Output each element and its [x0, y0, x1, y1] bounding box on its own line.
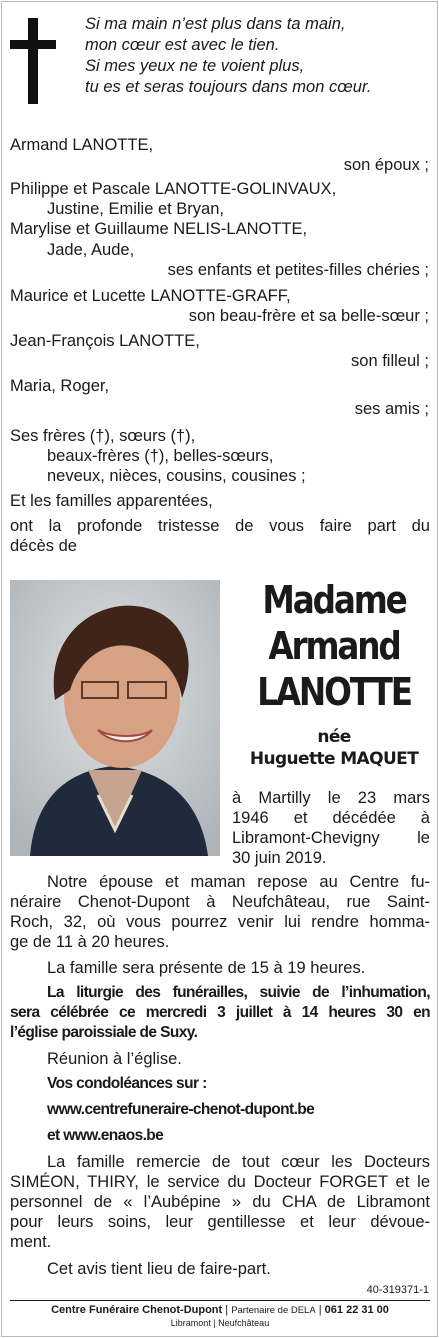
family-relation: ses amis ;	[354, 400, 429, 418]
family-line: Justine, Emilie et Bryan,	[47, 200, 224, 218]
family-line: Maurice et Lucette LANOTTE-GRAFF,	[10, 287, 291, 305]
thanks-line: SIMÉON, THIRY, le service du Docteur FORGET et le	[10, 1173, 430, 1191]
body-line: Réunion à l’église.	[47, 1050, 182, 1068]
thanks-line: personnel de « l’Aubépine » du CHA de Libramont	[10, 1193, 430, 1211]
bio-line: 30 juin 2019.	[232, 849, 327, 867]
family-line: Marylise et Guillaume NELIS-LANOTTE,	[10, 220, 308, 238]
family-line: Jean-François LANOTTE,	[10, 332, 200, 350]
funeral-line: La liturgie des funérailles, suivie de l’inhumation,	[47, 984, 430, 1001]
family-line: Maria, Roger,	[10, 377, 110, 395]
body-line: Roch, 32, où vous pourrez venir lui rendre homma-	[10, 913, 430, 931]
deceased-title: Madame	[262, 578, 406, 622]
body-line: La famille sera présente de 15 à 19 heures.	[47, 959, 366, 977]
family-relation: son beau-frère et sa belle-sœur ;	[188, 307, 429, 325]
cross-icon	[10, 18, 56, 104]
family-line: Philippe et Pascale LANOTTE-GOLINVAUX,	[10, 180, 337, 198]
announcement-line: ont la profonde tristesse de vous faire part du	[10, 517, 430, 535]
bio-line: à Martilly le 23 mars	[232, 789, 430, 807]
poem-line: Si mes yeux ne te voient plus,	[85, 57, 305, 75]
nee-label: née	[317, 727, 351, 747]
thanks-line: pour leurs soins, leur gentillesse et leur dévoue-	[10, 1213, 430, 1231]
bio-line: 1946 et décédée à	[232, 809, 430, 827]
announcement-line: décès de	[10, 537, 77, 555]
family-line: Et les familles apparentées,	[10, 492, 213, 510]
family-line: Jade, Aude,	[47, 241, 135, 259]
funeral-line: sera célébrée ce mercredi 3 juillet à 14 heures 30 en	[10, 1004, 430, 1021]
poem-line: mon cœur est avec le tien.	[85, 36, 280, 54]
phone-number: 061 22 31 00	[324, 1304, 389, 1316]
family-relation: son époux ;	[343, 156, 429, 174]
thanks-line: ment.	[10, 1233, 52, 1251]
bio-line: Libramont-Chevigny le	[232, 829, 430, 847]
condolences-label: Vos condoléances sur :	[47, 1075, 207, 1092]
poem	[85, 14, 371, 98]
reference-number: 40-319371-1	[366, 1284, 429, 1296]
body-line: ge de 11 à 20 heures.	[10, 933, 170, 951]
deceased-last-name: LANOTTE	[257, 670, 411, 714]
footer-rule	[10, 1300, 430, 1301]
footer-separator: |	[318, 1304, 322, 1316]
body-line: Notre épouse et maman repose au Centre fu-	[47, 873, 430, 891]
footer-separator: |	[225, 1304, 229, 1316]
family-relation: ses enfants et petites-filles chéries ;	[167, 261, 429, 279]
funeral-line: l’église paroissiale de Suxy.	[10, 1024, 198, 1041]
footer	[10, 1303, 430, 1318]
poem-line: Si ma main n’est plus dans ta main,	[85, 15, 346, 33]
family-line: beaux-frères (†), belles-sœurs,	[47, 447, 274, 465]
funeral-home-name: Centre Funéraire Chenot-Dupont	[51, 1304, 223, 1316]
partner-label: Partenaire de DELA	[231, 1305, 316, 1316]
poem-line: tu es et seras toujours dans mon cœur.	[85, 78, 372, 96]
portrait-photo	[10, 580, 220, 856]
body-line: néraire Chenot-Dupont à Neufchâteau, rue Saint-	[10, 893, 430, 911]
family-line: Ses frères (†), sœurs (†),	[10, 427, 196, 445]
thanks-line: La famille remercie de tout cœur les Docteurs	[47, 1153, 430, 1171]
closing-line: Cet avis tient lieu de faire-part.	[47, 1260, 271, 1278]
footer-locations: Libramont | Neufchâteau	[170, 1318, 270, 1328]
family-line: Armand LANOTTE,	[10, 136, 154, 154]
condolences-link[interactable]: www.centrefuneraire-chenot-dupont.be	[47, 1101, 315, 1118]
condolences-link[interactable]: et www.enaos.be	[47, 1127, 164, 1144]
family-relation: son filleul ;	[351, 352, 429, 370]
family-line: neveux, nièces, cousins, cousines ;	[47, 467, 306, 485]
maiden-name: Huguette MAQUET	[249, 749, 419, 769]
deceased-first-name: Armand	[268, 624, 400, 668]
